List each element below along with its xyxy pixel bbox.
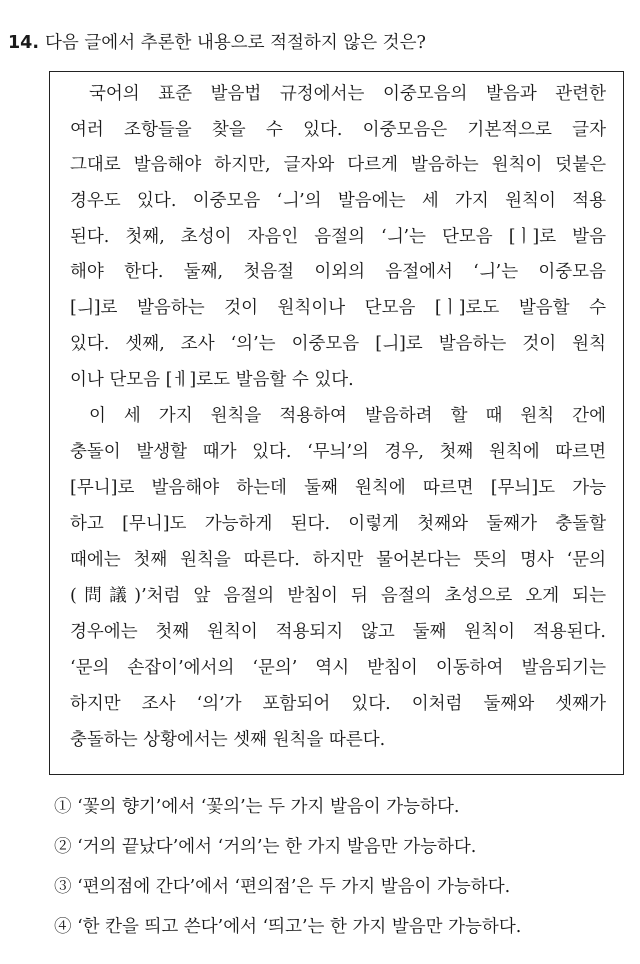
passage-line: 그대로 발음해야 하지만, 글자와 다르게 발음하는 원칙이 덧붙은: [70, 155, 606, 175]
choice-1[interactable]: ① ‘꽃의 향기’에서 ‘꽃의’는 두 가지 발음이 가능하다.: [54, 797, 460, 817]
passage-line: 이 세 가지 원칙을 적용하여 발음하려 할 때 원칙 간에: [89, 406, 606, 426]
passage-line: 하고 [무니]도 가능하게 된다. 이렇게 첫째와 둘째가 충돌할: [70, 514, 606, 534]
question-stem: [8, 30, 628, 56]
passage-line: 있다. 셋째, 조사 ‘의’는 이중모음 [ㅢ]로 발음하는 것이 원칙: [70, 334, 606, 354]
passage-line: 경우도 있다. 이중모음 ‘ㅢ’의 발음에는 세 가지 원칙이 적용: [70, 191, 606, 211]
choice-4[interactable]: ④ ‘한 칸을 띄고 쓴다’에서 ‘띄고’는 한 가지 발음만 가능하다.: [54, 917, 522, 937]
choice-3[interactable]: ③ ‘편의점에 간다’에서 ‘편의점’은 두 가지 발음이 가능하다.: [54, 877, 511, 897]
passage-line: 이나 단모음 [ㅔ]로도 발음할 수 있다.: [70, 370, 354, 390]
passage-line: (問議)’처럼 앞 음절의 받침이 뒤 음절의 초성으로 오게 되는: [70, 586, 606, 606]
passage-line: 된다. 첫째, 초성이 자음인 음절의 ‘ㅢ’는 단모음 [ㅣ]로 발음: [70, 227, 606, 247]
choice-2[interactable]: ② ‘거의 끝났다’에서 ‘거의’는 한 가지 발음만 가능하다.: [54, 837, 477, 857]
question-text: 다음 글에서 추론한 내용으로 적절하지 않은 것은?: [45, 33, 426, 53]
passage-line: 충돌이 발생할 때가 있다. ‘무늬’의 경우, 첫째 원칙에 따르면: [70, 442, 606, 462]
question-number: 14.: [8, 33, 40, 53]
passage-line: [ㅢ]로 발음하는 것이 원칙이나 단모음 [ㅣ]로도 발음할 수: [70, 298, 606, 318]
passage-line: 충돌하는 상황에서는 셋째 원칙을 따른다.: [70, 730, 386, 750]
passage-line: 경우에는 첫째 원칙이 적용되지 않고 둘째 원칙이 적용된다.: [70, 622, 606, 642]
passage-line: 때에는 첫째 원칙을 따른다. 하지만 물어본다는 뜻의 명사 ‘문의: [70, 550, 606, 570]
passage-line: 하지만 조사 ‘의’가 포함되어 있다. 이처럼 둘째와 셋째가: [70, 694, 606, 714]
passage-line: 국어의 표준 발음법 규정에서는 이중모음의 발음과 관련한: [89, 84, 606, 104]
passage-line: 여러 조항들을 찾을 수 있다. 이중모음은 기본적으로 글자: [70, 120, 606, 140]
passage-line: ‘문의 손잡이’에서의 ‘문의’ 역시 받침이 이동하여 발음되기는: [70, 658, 606, 678]
passage-line: [무니]로 발음해야 하는데 둘째 원칙에 따르면 [무늬]도 가능: [70, 478, 606, 498]
passage-line: 해야 한다. 둘째, 첫음절 이외의 음절에서 ‘ㅢ’는 이중모음: [70, 262, 606, 282]
